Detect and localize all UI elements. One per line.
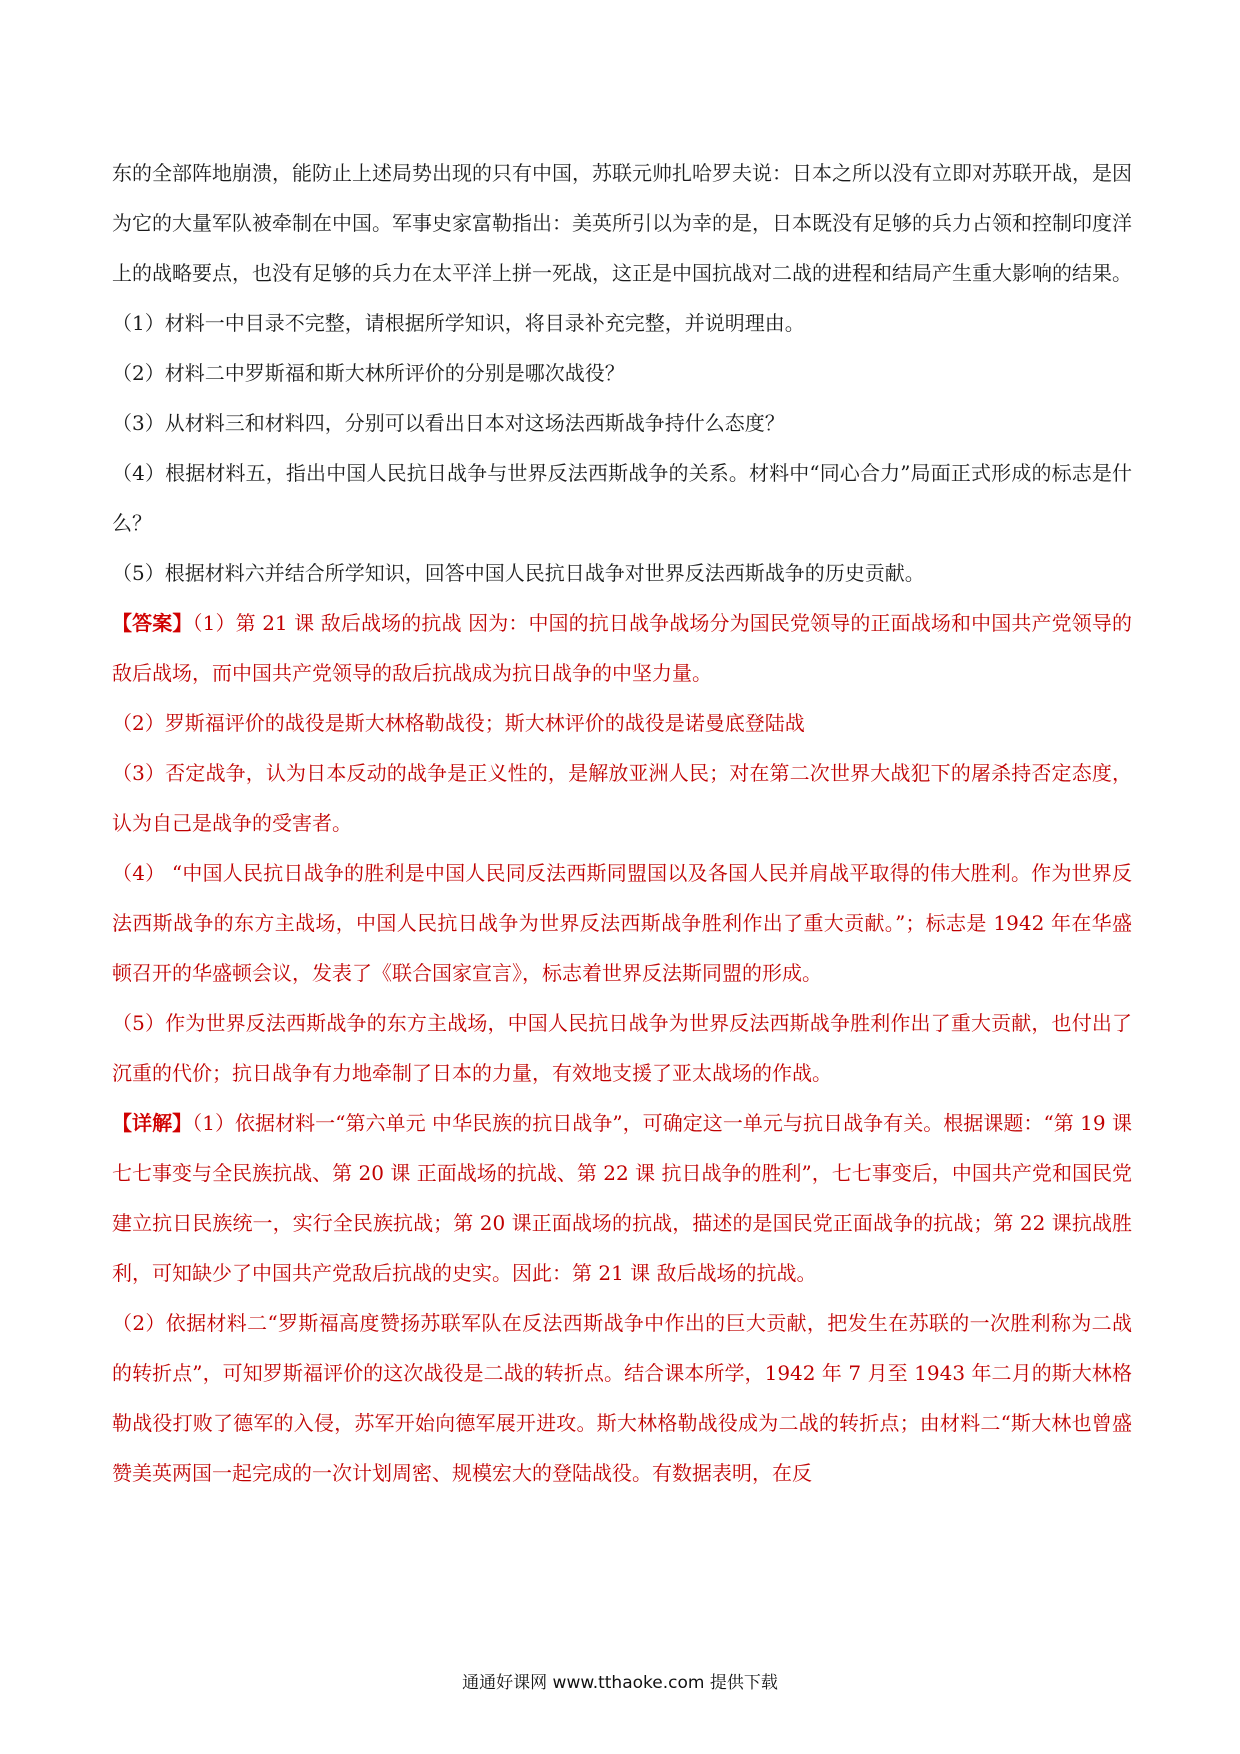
- answer-tag: 【答案】: [112, 611, 193, 635]
- answer-4: （4） “中国人民抗日战争的胜利是中国人民同反法西斯同盟国以及各国人民并肩战平取得的伟大胜利。作为世界反法西斯战争的东方主战场，中国人民抗日战争为世界反法西斯战争胜利作出了重大贡献。”；标志是 1942 年在华盛顿召开的华盛顿会议，发表了《联合国家宣言》，标志着世界反法斯同盟的形成。: [112, 861, 1132, 985]
- analysis-1: [112, 1098, 1132, 1298]
- question-4: （4）根据材料五，指出中国人民抗日战争与世界反法西斯战争的关系。材料中“同心合力”局面正式形成的标志是什么？: [112, 461, 1132, 535]
- question-2: （2）材料二中罗斯福和斯大林所评价的分别是哪次战役？: [112, 361, 625, 385]
- analysis-2: （2）依据材料二“罗斯福高度赞扬苏联军队在反法西斯战争中作出的巨大贡献，把发生在苏联的一次胜利称为二战的转折点”，可知罗斯福评价的这次战役是二战的转折点。结合课本所学，1942 年 7 月至 1943 年二月的斯大林格勒战役打败了德军的入侵，苏军开始向德军展开进攻。斯大林格勒战役成为二战的转折点；由材料二“斯大林也曾盛赞美英两国一起完成的一次计划周密、规模宏大的登陆战役。有数据表明，在反: [112, 1311, 1132, 1485]
- question-3: （3）从材料三和材料四，分别可以看出日本对这场法西斯战争持什么态度？: [112, 411, 785, 435]
- answer-1: [112, 598, 1132, 698]
- page-footer: 通通好课网 www.tthaoke.com 提供下载: [462, 1673, 778, 1693]
- question-5: （5）根据材料六并结合所学知识，回答中国人民抗日战争对世界反法西斯战争的历史贡献。: [112, 561, 925, 585]
- material-continuation: 东的全部阵地崩溃，能防止上述局势出现的只有中国，苏联元帅扎哈罗夫说：日本之所以没有立即对苏联开战，是因为它的大量军队被牵制在中国。军事史家富勒指出：美英所引以为幸的是，日本既没有足够的兵力占领和控制印度洋上的战略要点，也没有足够的兵力在太平洋上拼一死战，这正是中国抗战对二战的进程和结局产生重大影响的结果。: [112, 161, 1132, 285]
- answer-1-text: （1）第 21 课 敌后战场的抗战 因为：中国的抗日战争战场分为国民党领导的正面战场和中国共产党领导的敌后战场，而中国共产党领导的敌后抗战成为抗日战争的中坚力量。: [112, 611, 1133, 685]
- answer-5: （5）作为世界反法西斯战争的东方主战场，中国人民抗日战争为世界反法西斯战争胜利作出了重大贡献，也付出了沉重的代价；抗日战争有力地牵制了日本的力量，有效地支援了亚太战场的作战。: [112, 1011, 1132, 1085]
- analysis-1-text: （1）依据材料一“第六单元 中华民族的抗日战争”，可确定这一单元与抗日战争有关。根据课题：“第 19 课 七七事变与全民族抗战、第 20 课 正面战场的抗战、第 22 课 抗日战争的胜利”，七七事变后，中国共产党和国民党建立抗日民族统一，实行全民族抗战；第 20 课正面战场的抗战，描述的是国民党正面战争的抗战；第 22 课抗战胜利，可知缺少了中国共产党敌后抗战的史实。因此：第 21 课 敌后战场的抗战。: [112, 1111, 1133, 1285]
- answer-3: （3）否定战争，认为日本反动的战争是正义性的，是解放亚洲人民；对在第二次世界大战犯下的屠杀持否定态度，认为自己是战争的受害者。: [112, 761, 1132, 835]
- analysis-tag: 【详解】: [112, 1111, 193, 1135]
- question-1: （1）材料一中目录不完整，请根据所学知识，将目录补充完整，并说明理由。: [112, 311, 805, 335]
- answer-2: （2）罗斯福评价的战役是斯大林格勒战役；斯大林评价的战役是诺曼底登陆战: [112, 711, 805, 735]
- document-body: [112, 148, 1132, 1498]
